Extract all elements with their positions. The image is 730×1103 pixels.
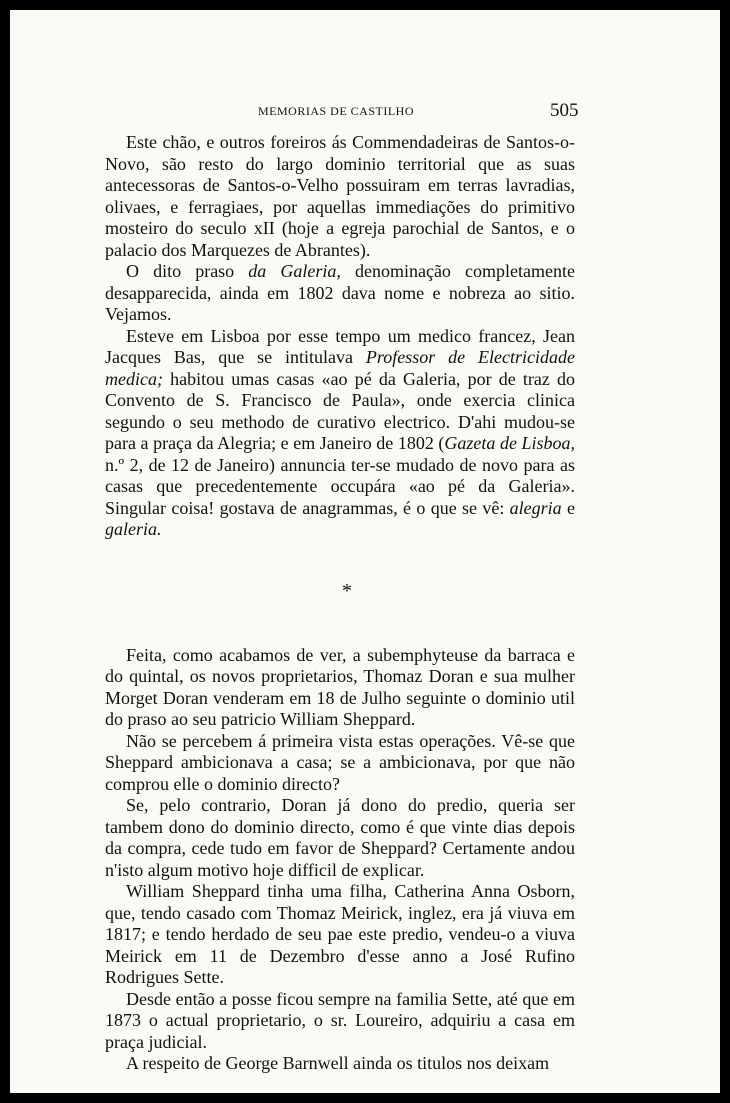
text-run: Desde então a posse ficou sempre na familia Sette, até que em 1873 o actual proprietario, o sr. Loureiro, adquiriu a casa em praça judicial. [105, 988, 575, 1052]
italic-run: da Galeria, [248, 261, 341, 281]
book-page [10, 10, 720, 1093]
text-run: habitou umas casas «ao pé da Galeria, por de traz do Convento de S. Francisco de Paula», onde exercia clinica segundo o seu methodo de curativo electrico. D'ahi mudou-se para a praça da Alegria; e em Janeiro de 1802 ( [105, 368, 575, 453]
paragraph [105, 261, 575, 326]
text-run: A respeito de George Barnwell ainda os titulos nos deixam [126, 1053, 550, 1073]
section-2 [105, 645, 575, 1075]
italic-run: Gazeta de Lisboa, [444, 433, 575, 453]
text-run: denominação completamente desapparecida, ainda em 1802 dava nome e nobreza ao sitio. Vejamos. [105, 261, 575, 324]
divider-spacer [105, 629, 575, 645]
text-run: William Sheppard tinha uma filha, Catherina Anna Osborn, que, tendo casado com Thomaz Meirick, inglez, era já viuva em 1817; e tendo herdado de seu pae este predio, vendeu-o a viuva Meirick em 11 de Dezembro d'esse anno a José Rufino Rodrigues Sette. [105, 881, 575, 987]
paragraph [105, 795, 575, 881]
paragraph [105, 881, 575, 989]
text-run: O dito praso [126, 261, 249, 281]
paragraph [105, 645, 575, 731]
text-run: Esteve em Lisboa por esse tempo um medico francez, Jean Jacques Bas, que se intitulava [105, 325, 575, 367]
italic-run: galeria. [105, 519, 162, 539]
section-divider: * [342, 579, 352, 602]
paragraph [105, 326, 575, 541]
paragraph [105, 1053, 575, 1075]
text-run: Se, pelo contrario, Doran já dono do predio, queria ser tambem dono do dominio directo, como é que vinte dias depois da compra, cede tudo em favor de Sheppard? Certamente andou n'isto algum motivo hoje difficil de explicar. [105, 795, 575, 880]
body-text [105, 132, 575, 1075]
italic-run: Professor de Electricidade medica; [105, 347, 575, 389]
text-run: n.º 2, de 12 de Janeiro) annuncia ter-se mudado de novo para as casas que precedentemente occupára «ao pé da Galeria». Singular coisa! gostava de anagrammas, é o que se vê: [105, 454, 575, 518]
paragraph [105, 731, 575, 796]
text-run: Feita, como acabamos de ver, a subemphyteuse da barraca e do quintal, os novos proprietarios, Thomaz Doran e sua mulher Morget Doran venderam em 18 de Julho seguinte o dominio util do praso ao seu patricio William Sheppard. [105, 644, 575, 729]
paragraph [105, 989, 575, 1054]
running-title: MEMORIAS DE CASTILHO [258, 104, 415, 118]
page-header [10, 100, 720, 124]
paragraph [105, 132, 575, 261]
italic-run: alegria [509, 497, 562, 518]
page-number: 505 [550, 100, 579, 121]
text-run: Não se percebem á primeira vista estas operações. Vê-se que Sheppard ambicionava a casa; se a ambicionava, por que não comprou elle o dominio directo? [105, 730, 575, 794]
text-run: Este chão, e outros foreiros ás Commendadeiras de Santos-o-Novo, são resto do largo dominio territorial que as suas antecessoras de Santos-o-Velho possuiram em terras lavradias, olivaes, e ferragiaes, por aquellas immediações do primitivo mosteiro do seculo xII (hoje a egreja parochial de Santos, e o palacio dos Marquezes de Abrantes). [105, 132, 575, 260]
section-1 [105, 132, 575, 541]
text-run: e [561, 497, 575, 518]
